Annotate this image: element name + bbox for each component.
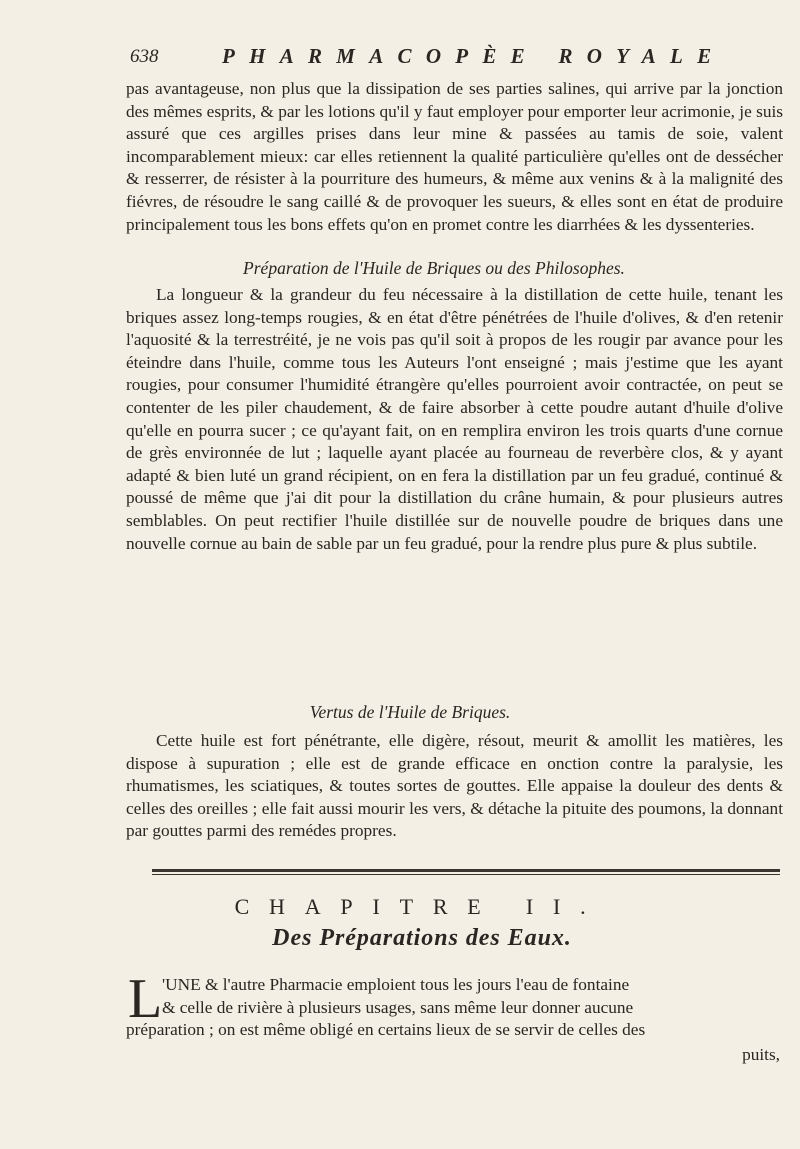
paragraph-preparation: La longueur & la grandeur du feu nécessaire à la distillation de cette huile, tenant les briques assez long-temps rougies, & en état d'être pénétrées de l'huile d'olives, & d'en retenir l'aquosité & la terrestréité, je ne vois pas qu'il soit à propos de les rougir par avance pour les éteindre dans l'huile, comme tous les Auteurs l'ont enseigné ; mais j'estime que les ayant rougies, pour consumer l'humidité étrangère qu'elles pourroient avoir contractée, on peut se contenter de les piler chaudement, & de faire absorber à cette poudre autant d'huile d'olive qu'elle en pourra sucer ; ce qu'ayant fait, on en remplira environ les trois quarts d'une cornue de grès environnée de lut ; laquelle ayant placée au fourneau de reverbère clos, & y ayant adapté & bien luté un grand récipient, on en fera la distillation par un feu gradué, continué & poussé de même que j'ai dit pour la distillation du crâne humain, & pour plusieurs autres semblables. On peut rectifier l'huile distillée sur de nouvelle poudre de briques dans une nouvelle cornue au bain de sable par un feu gradué, pour la rendre plus pure & plus subtile.	[126, 285, 783, 553]
chapter-title: Des Préparations des Eaux.	[272, 925, 572, 951]
paragraph-eaux-line-2: & celle de rivière à plusieurs usages, sans même leur donner aucune	[162, 997, 634, 1017]
paragraph-argilles: pas avantageuse, non plus que la dissipation de ses parties salines, qui arrive par la jonction des mêmes esprits, & par les lotions qu'il y faut employer pour emporter leur acrimonie, je suis assuré que ces argilles prises dans leur mine & passées au tamis de soie, valent incomparablement mieux: car elles retiennent la qualité particulière qu'elles ont de dessécher & resserrer, de résister à la pourriture des humeurs, & même aux venins & à la malignité des fiévres, de résoudre le sang caillé & de provoquer les sueurs, & elles sont en état de produire principalement tous les bons effets qu'on en promet contre les diarrhées & les dyssenteries.	[126, 79, 783, 234]
section-title-preparation: Préparation de l'Huile de Briques ou des Philosophes.	[243, 258, 625, 278]
catchword: puits,	[742, 1045, 780, 1064]
page-header	[130, 44, 740, 72]
drop-cap: L	[128, 968, 163, 1030]
section-title-vertus: Vertus de l'Huile de Briques.	[309, 702, 511, 722]
running-title: PHARMACOPÈE ROYALE	[222, 44, 726, 68]
page-number: 638	[130, 46, 159, 67]
decorative-rule	[152, 869, 780, 875]
paragraph-vertus: Cette huile est fort pénétrante, elle digère, résout, meurit & amollit les matières, les dispose à supuration ; elle est de grande efficace en onction contre la paralysie, les rhumatismes, les sciatiques, & toutes sortes de gouttes. Elle appaise la douleur des dents & celles des oreilles ; elle fait aussi mourir les vers, & détache la pituite des poumons, la donnant par gouttes parmi des remédes propres.	[126, 731, 783, 841]
chapter-heading: CHAPITRE II.	[234, 894, 606, 919]
paragraph-eaux-line-1: 'UNE & l'autre Pharmacie emploient tous les jours l'eau de fontaine	[162, 975, 630, 994]
paragraph-eaux	[126, 968, 783, 1042]
paragraph-eaux-rest: préparation ; on est même obligé en certains lieux de se servir de celles des	[126, 1020, 646, 1040]
